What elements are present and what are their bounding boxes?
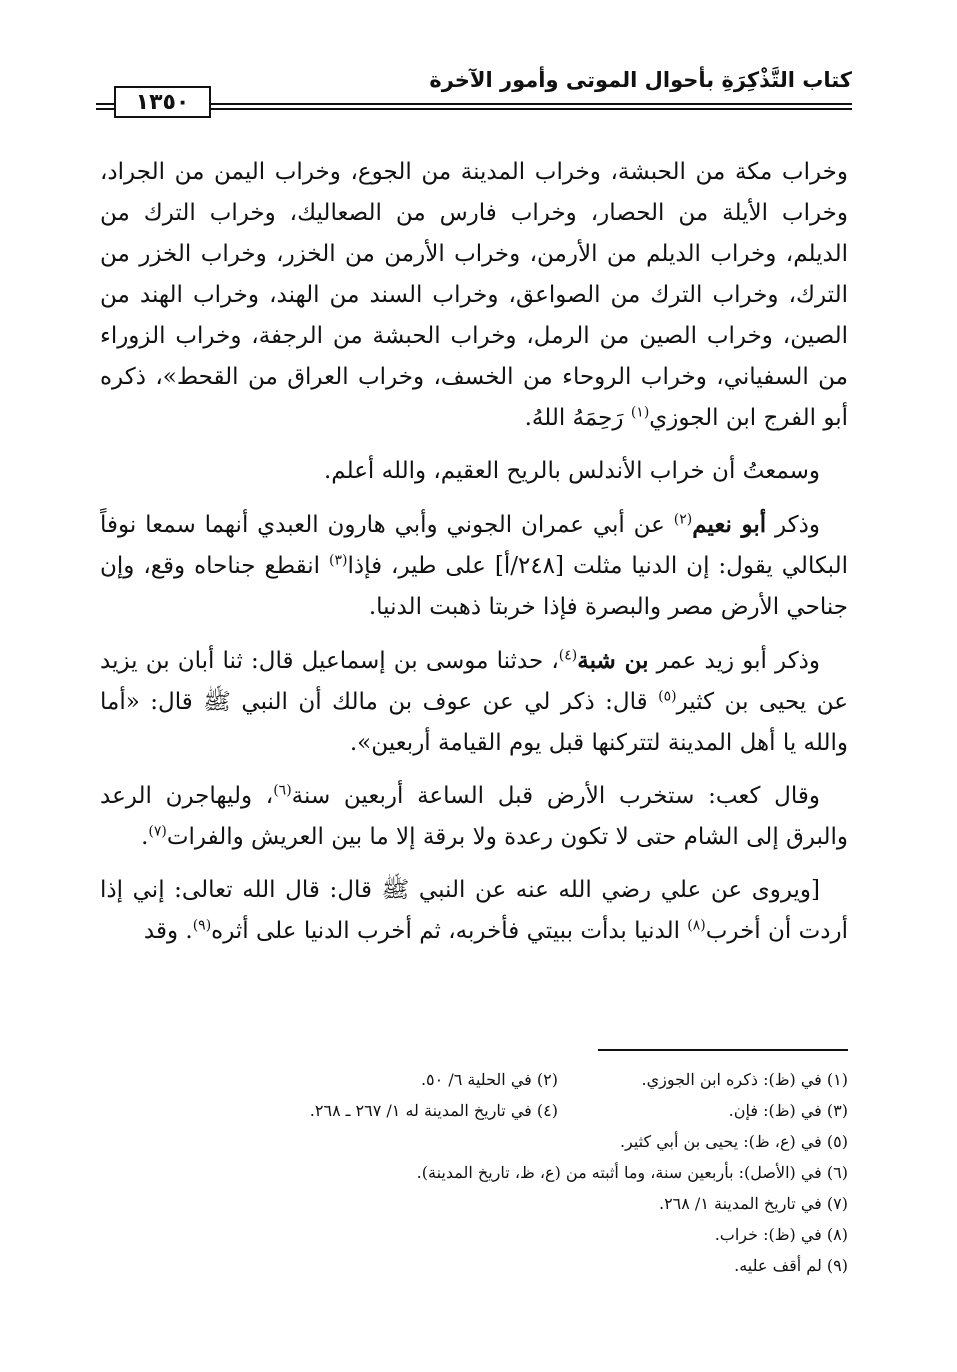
footnote-ref[interactable]: (٨): [687, 917, 706, 934]
footnote: (٣) في (ظ): فإن.: [728, 1101, 848, 1120]
header-rule: [96, 108, 114, 110]
footnote-ref[interactable]: (٧): [148, 823, 167, 840]
footnote-ref[interactable]: (٩): [192, 917, 212, 934]
footnote-ref[interactable]: (٥): [658, 688, 677, 705]
footnote-row: [100, 1064, 848, 1095]
paragraph: وذكر أبو نعيم$^{(٢)}$ عن أبي عمران الجوني وأبي هارون العبدي أنهما سمعا نوفاً البكالي يقول: إن الدنيا مثلت [٢٤٨/أ] على طير، فإذا$^{(٣)}$ انقطع جناحاه وقع، وإن جناحي الأرض مصر والبصرة فإذا خربتا ذهبت الدنيا.: [100, 511, 848, 620]
footnote: (٤) في تاريخ المدينة له ١/ ٢٦٧ ـ ٢٦٨.: [309, 1101, 558, 1120]
footnote: (٥) في (ع، ظ): يحيى بن أبي كثير.: [619, 1132, 848, 1151]
paragraph: وذكر أبو زيد عمر بن شبة$^{(٤)}$، حدثنا موسى بن إسماعيل قال: ثنا أبان بن يزيد عن يحيى بن كثير$^{(٥)}$ قال: ذكر لي عن عوف بن مالك أن النبي ﷺ قال: «أما والله يا أهل المدينة لتتركنها قبل يوم القيامة أربعين».: [100, 647, 848, 756]
footnotes: [100, 1064, 848, 1281]
footnote-ref[interactable]: (٣): [328, 552, 348, 569]
page-header: [96, 62, 852, 118]
paragraph: وخراب مكة من الحبشة، وخراب المدينة من الجوع، وخراب اليمن من الجراد، وخراب الأيلة من الحصار، وخراب فارس من الصعاليك، وخراب الترك من الديلم، وخراب الديلم من الأرمن، وخراب الأرمن من الخزر، وخراب الخزر من الترك، وخراب الترك من الصواعق، وخراب السند من الهند، وخراب الهند من الصين، وخراب الصين من الرمل، وخراب الحبشة من الرجفة، وخراب الزوراء من السفياني، وخراب الروحاء من الخسف، وخراب العراق من القحط»، ذكره أبو الفرج ابن الجوزي$^{(١)}$ رَحِمَهُ اللهُ.: [100, 159, 848, 431]
header-rule: [96, 103, 114, 105]
page-number: ١٣٥٠: [114, 86, 211, 118]
footnote-ref[interactable]: (١): [630, 404, 650, 421]
footnote-ref[interactable]: (٤): [558, 647, 578, 664]
paragraph: وسمعتُ أن خراب الأندلس بالريح العقيم، والله أعلم.: [323, 458, 820, 484]
footnote: (٨) في (ظ): خراب.: [714, 1225, 848, 1244]
paragraph: [ويروى عن علي رضي الله عنه عن النبي ﷺ قال: قال الله تعالى: إني إذا أردت أن أخرب$^{(٨)}$ الدنيا بدأت ببيتي فأخربه، ثم أخرب الدنيا على أثره$^{(٩)}$. وقد: [100, 877, 848, 944]
footnote: (٧) في تاريخ المدينة ١/ ٢٦٨.: [658, 1194, 848, 1213]
header-rule: [211, 103, 852, 105]
footnote: (١) في (ظ): ذكره ابن الجوزي.: [641, 1070, 848, 1089]
footnote-ref[interactable]: (٦): [273, 782, 292, 799]
main-text: [100, 152, 848, 964]
paragraph: وقال كعب: ستخرب الأرض قبل الساعة أربعين سنة$^{(٦)}$، وليهاجرن الرعد والبرق إلى الشام حتى لا تكون رعدة ولا برقة إلا ما بين العريش والفرات$^{(٧)}$.: [100, 782, 848, 850]
footnote-separator: [598, 1049, 848, 1051]
footnote: (٦) في (الأصل): بأربعين سنة، وما أثبته من (ع، ظ، تاريخ المدينة).: [416, 1163, 848, 1182]
header-rule: [211, 108, 852, 110]
footnote: (٢) في الحلية ٦/ ٥٠.: [420, 1070, 558, 1089]
footnote: (٩) لم أقف عليه.: [734, 1256, 848, 1275]
footnote-ref[interactable]: (٢): [673, 511, 693, 528]
book-title: كتاب التَّذْكِرَةِ بأحوال الموتى وأمور الآخرة: [429, 68, 852, 92]
footnote-row: [100, 1095, 848, 1126]
